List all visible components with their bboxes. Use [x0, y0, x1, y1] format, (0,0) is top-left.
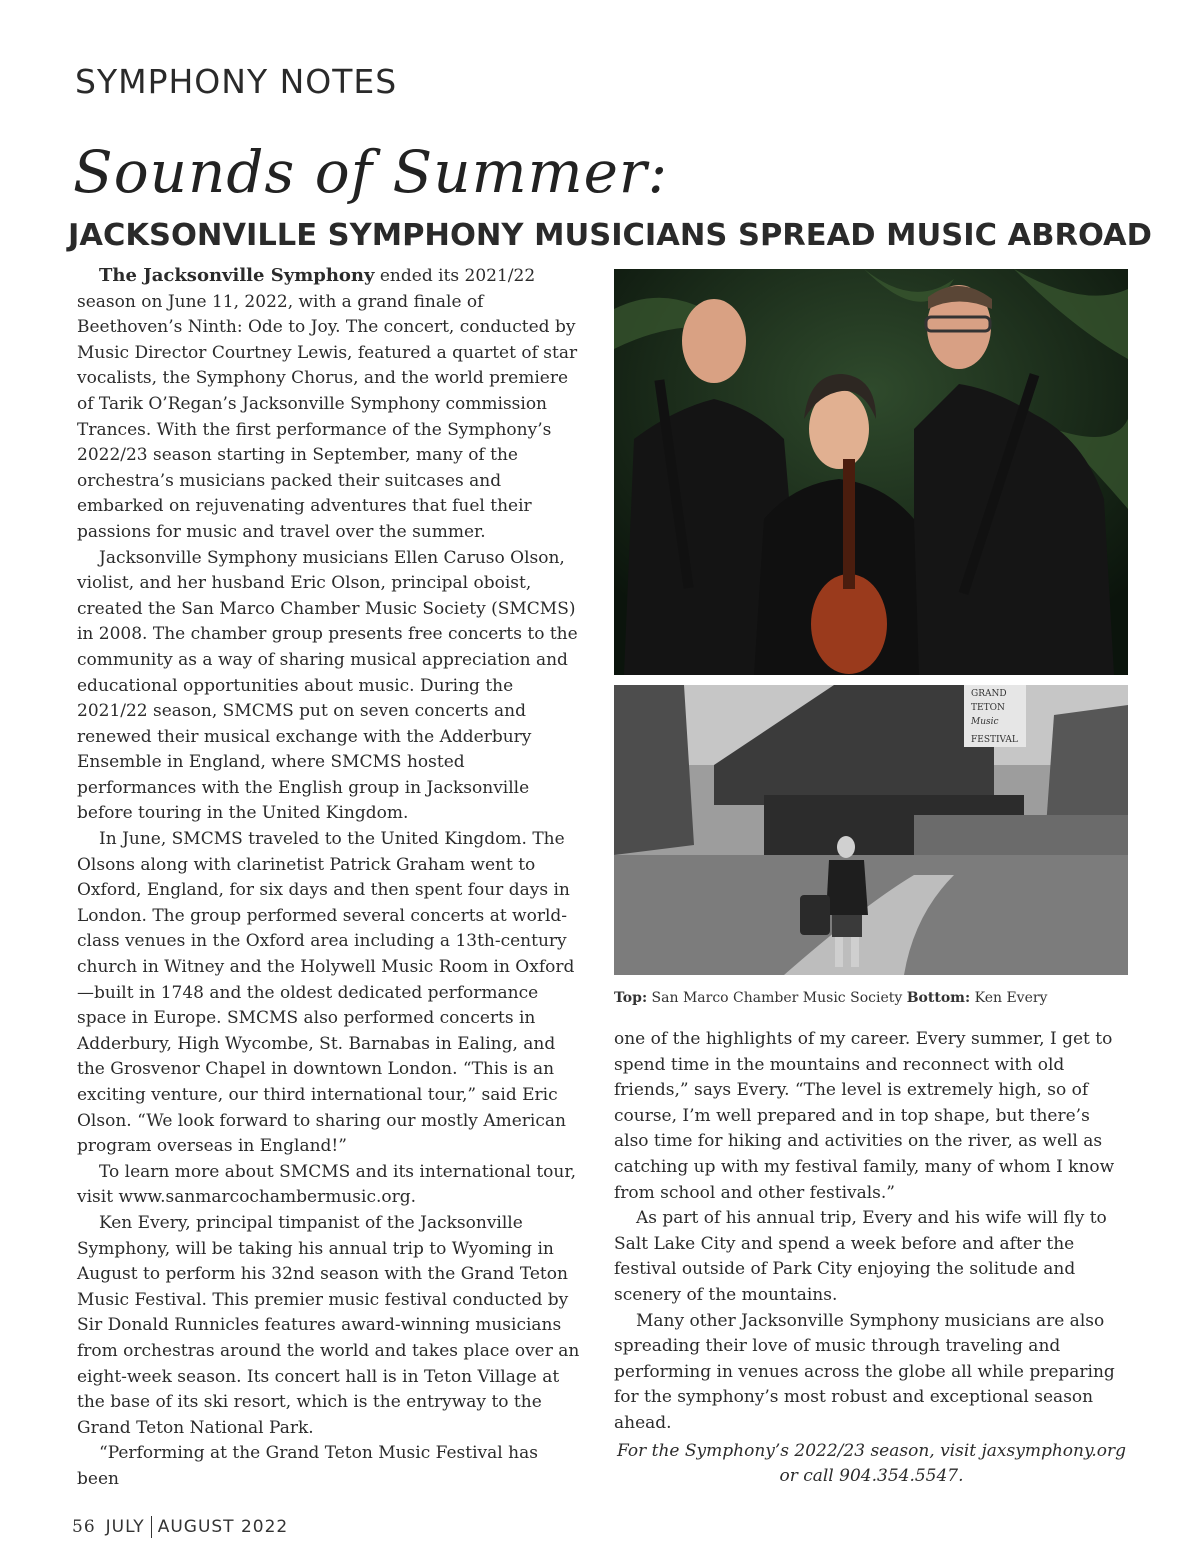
paragraph-smcms: Jacksonville Symphony musicians Ellen Caruso Olson, violist, and her husband Eric Olson, principal oboist, created the San Marco Chamber Music Society (SMCMS) in 2008. The chamber group presents free concerts to the community as a way of sharing musical appreciation and educational opportunities about music. During the 2021/22 season, SMCMS put on seven concerts and renewed their musical exchange with the Adderbury Ensemble in England, where SMCMS hosted performances with the English group in Jacksonville before touring in the United Kingdom.: [77, 547, 578, 824]
sign-word-teton: TETON: [971, 703, 1005, 713]
page-number: 56: [72, 1517, 96, 1537]
caption-bottom-label: Bottom:: [906, 990, 971, 1006]
paragraph-annual-trip: As part of his annual trip, Every and his wife will fly to Salt Lake City and spend a week before and after the festival outside of Park City enjoying the solitude and scenery of the mountains.: [614, 1208, 1107, 1305]
sign-word-music: Music: [971, 717, 999, 727]
paragraph-website: To learn more about SMCMS and its international tour, visit www.sanmarcochambermusic.org.: [77, 1161, 577, 1208]
left-column: [77, 263, 585, 1493]
caption-top-label: Top:: [614, 990, 648, 1006]
page-footer: [72, 1516, 288, 1538]
caption-top-text: San Marco Chamber Music Society: [647, 990, 907, 1006]
paragraph-quote-continued: one of the highlights of my career. Every summer, I get to spend time in the mountains and reconnect with old friends,” says Every. “The level is extremely high, so of course, I’m well prepared and in top shape, but there’s also time for hiking and activities on the river, as well as catching up with my festival family, many of whom I know from school and other festivals.”: [614, 1029, 1115, 1203]
headline: Sounds of Summer:: [73, 138, 669, 206]
photo-chamber-trio: [614, 269, 1128, 675]
subheadline: JACKSONVILLE SYMPHONY MUSICIANS SPREAD MUSIC ABROAD: [68, 218, 1152, 253]
photo-ken-every: [614, 685, 1128, 975]
paragraph-tour: In June, SMCMS traveled to the United Kingdom. The Olsons along with clarinetist Patrick Graham went to Oxford, England, for six days and then spent four days in London. The group performed several concerts at world-class venues in the Oxford area including a 13th-century church in Witney and the Holywell Music Room in Oxford—built in 1748 and the oldest dedicated performance space in Europe. SMCMS also performed concerts in Adderbury, High Wycombe, St. Barnabas in Ealing, and the Grosvenor Chapel in downtown London. “This is an exciting venture, our third international tour,” said Eric Olson. “We look forward to sharing our mostly American program overseas in England!”: [77, 829, 575, 1157]
paragraph-other-musicians: Many other Jacksonville Symphony musicians are also spreading their love of music through traveling and performing in venues across the globe all while preparing for the symphony’s most robust and exceptional season ahead.: [614, 1310, 1115, 1433]
photo-caption: [614, 990, 1134, 1006]
sign-word-festival: FESTIVAL: [971, 735, 1018, 745]
footer-month-a: JULY: [105, 1517, 145, 1537]
paragraph-intro: [77, 263, 585, 546]
footer-divider: [151, 1516, 152, 1538]
lead-bold: The Jacksonville Symphony: [99, 265, 375, 286]
paragraph-ken-every: Ken Every, principal timpanist of the Jacksonville Symphony, will be taking his annual trip to Wyoming in August to perform his 32nd season with the Grand Teton Music Festival. This premier music festival conducted by Sir Donald Runnicles features award-winning musicians from orchestras around the world and takes place over an eight-week season. Its concert hall is in Teton Village at the base of its ski resort, which is the entryway to the Grand Teton National Park.: [77, 1212, 580, 1438]
caption-bottom-text: Ken Every: [970, 990, 1048, 1006]
footer-month-b: AUGUST 2022: [157, 1517, 289, 1537]
paragraph-quote-start: “Performing at the Grand Teton Music Festival has been: [77, 1443, 538, 1489]
sign-word-grand: GRAND: [971, 689, 1007, 699]
section-label: SYMPHONY NOTES: [75, 62, 398, 101]
closing-note: For the Symphony’s 2022/23 season, visit jaxsymphony.org or call 904.354.5547.: [617, 1440, 1126, 1487]
intro-text: ended its 2021/22 season on June 11, 2022, with a grand finale of Beethoven’s Ninth: Ode to Joy. The concert, conducted by Music Director Courtney Lewis, featured a quartet of star vocalists, the Symphony Chorus, and the world premiere of Tarik O’Regan’s Jacksonville Symphony commission Trances. With the first performance of the Symphony’s 2022/23 season starting in September, many of the orchestra’s musicians packed their suitcases and embarked on rejuvenating adventures that fuel their passions for music and travel over the summer.: [77, 266, 578, 542]
right-column: [614, 1027, 1129, 1490]
